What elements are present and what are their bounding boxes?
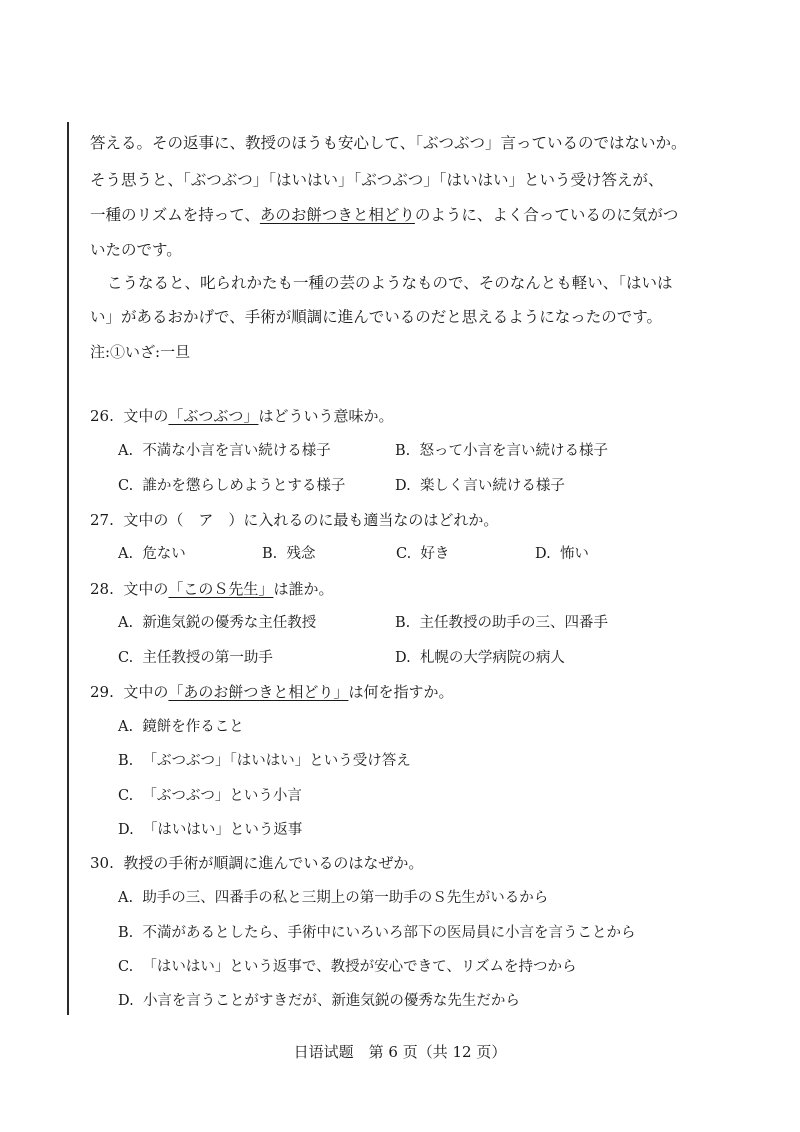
option-30a: A. 助手の三、四番手の私と三期上の第一助手のＳ先生がいるから — [118, 890, 549, 906]
question-28: 28. 文中の「このＳ先生」は誰か。 — [90, 580, 334, 598]
passage-line: 答える。その返事に、教授のほうも安心して、「ぶつぶつ」言っているのではないか。 — [90, 134, 687, 152]
option-27b: B. 残念 — [262, 546, 316, 562]
option-28a: A. 新進気鋭の優秀な主任教授 — [118, 615, 317, 631]
passage-line: 一種のリズムを持って、あのお餅つきと相どりのように、よく合っているのに気がつ — [90, 206, 679, 224]
option-28c: C. 主任教授の第一助手 — [118, 650, 273, 666]
question-26: 26. 文中の「ぶつぶつ」はどういう意味か。 — [90, 407, 394, 425]
option-27a: A. 危ない — [118, 546, 186, 562]
option-26d: D. 楽しく言い続ける様子 — [395, 478, 565, 494]
question-29: 29. 文中の「あのお餅つきと相どり」は何を指すか。 — [90, 683, 454, 701]
option-26a: A. 不満な小言を言い続ける様子 — [118, 443, 331, 459]
option-27d: D. 怖い — [535, 546, 589, 562]
option-26c: C. 誰かを懲らしめようとする様子 — [118, 478, 346, 494]
option-29b: B. 「ぶつぶつ」「はいはい」という受け答え — [118, 753, 411, 769]
option-28d: D. 札幌の大学病院の病人 — [395, 650, 565, 666]
question-30: 30. 教授の手術が順調に進んでいるのはなぜか。 — [90, 854, 424, 872]
margin-rule — [67, 122, 69, 1015]
footnote: 注:①いざ:一旦 — [90, 343, 191, 361]
option-26b: B. 怒って小言を言い続ける様子 — [395, 443, 608, 459]
passage-line: い」があるおかげで、手術が順調に進んでいるのだと思えるようになったのです。 — [90, 308, 662, 326]
option-28b: B. 主任教授の助手の三、四番手 — [395, 615, 608, 631]
passage-line: こうなると、叱られかたも一種の芸のようなもので、そのなんとも軽い、「はいは — [107, 274, 673, 292]
option-29c: C. 「ぶつぶつ」という小言 — [118, 788, 302, 804]
option-29a: A. 鏡餅を作ること — [118, 719, 244, 735]
underlined-phrase: あのお餅つきと相どり — [259, 206, 415, 224]
question-27: 27. 文中の（ ア ）に入れるのに最も適当なのはどれか。 — [90, 511, 499, 529]
option-29d: D. 「はいはい」という返事 — [118, 822, 303, 838]
passage-line: いたのです。 — [90, 241, 182, 259]
option-30b: B. 不満があるとしたら、手術中にいろいろ部下の医局員に小言を言うことから — [118, 925, 636, 941]
option-27c: C. 好き — [396, 546, 450, 562]
page-footer: 日语试题 第 6 页（共 12 页） — [293, 1043, 507, 1061]
passage-line: そう思うと、「ぶつぶつ」「はいはい」「ぶつぶつ」「はいはい」という受け答えが、 — [90, 171, 664, 189]
option-30d: D. 小言を言うことがすきだが、新進気鋭の優秀な先生だから — [118, 993, 520, 1009]
option-30c: C. 「はいはい」という返事で、教授が安心できて、リズムを持つから — [118, 959, 577, 975]
